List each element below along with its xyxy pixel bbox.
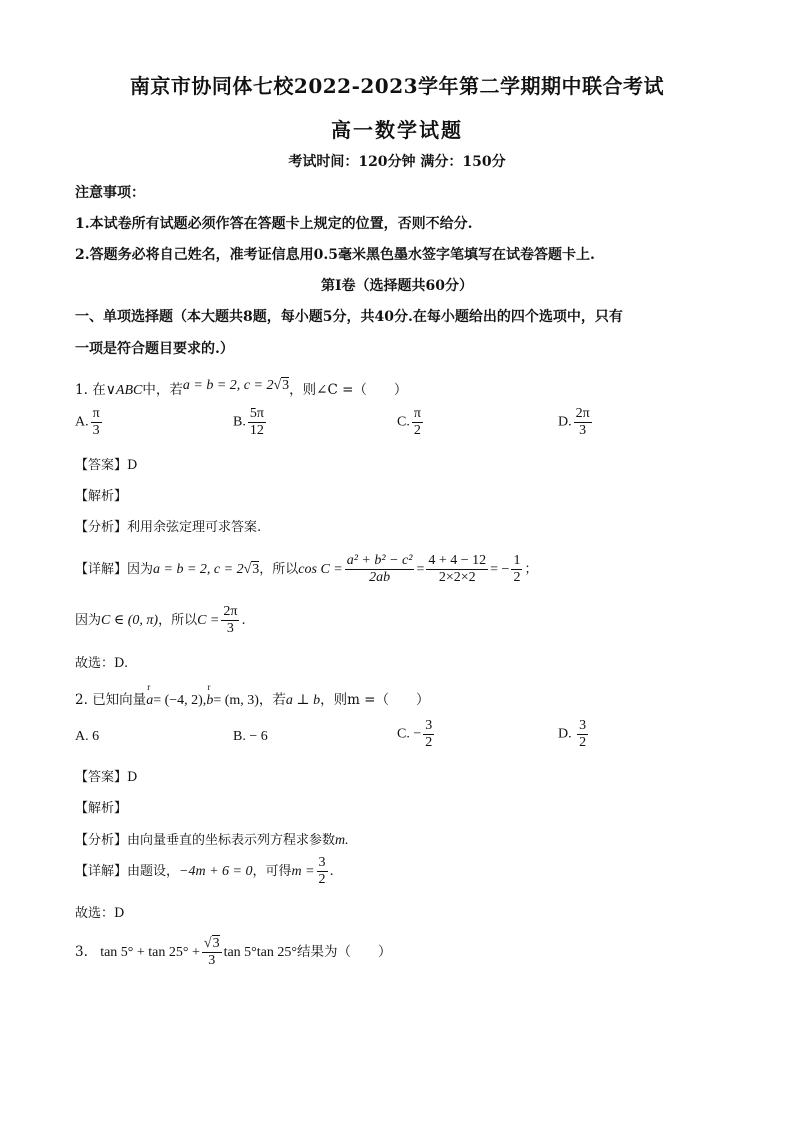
question-2-stem: 2. 已知向量r a= (−4, 2),r b= (m, 3)，若a ⊥ b，则m =（ ） <box>75 688 430 709</box>
q2-detail: 【详解】由题设，−4m + 6 = 0，可得m = $\frac{3}{2}$ . <box>75 855 334 887</box>
section-instructions-line-2: 一项是符合题目要求的.） <box>75 341 234 357</box>
notice-item-2: 2.答题务必将自己姓名，准考证信息用0.5毫米黑色墨水签字笔填写在试卷答题卡上. <box>75 247 595 263</box>
q1-detail-line-2: 因为C ∈ (0, π)，所以C = $\frac{2\pi}{3}$ . <box>75 604 246 636</box>
q2-option-c: C. − $\frac{3}{2}$ <box>397 718 433 750</box>
q1-detail-line-1: 【详解】因为a = b = 2, c = 2√3，所以cos C = $\frac{\text{a² + b² − c²}}{2ab}$ = $\frac{4 + 4 - 12}{2\times 2\times 2}$ = − $\frac{1}{2}$ ； <box>75 553 538 585</box>
notice-item-1: 1.本试卷所有试题必须作答在答题卡上规定的位置，否则不给分. <box>75 216 473 232</box>
q2-option-a: A. 6 <box>75 729 100 744</box>
question-1-stem <box>75 378 407 399</box>
q1-post: ，则∠C =（ ） <box>289 382 408 398</box>
q1-answer: 【答案】D <box>75 458 138 473</box>
q1-option-b: B. $\frac{5\pi}{12}$ <box>233 406 264 438</box>
q1-choose: 故选：D. <box>75 656 129 671</box>
q1-analysis-heading: 【解析】 <box>75 489 128 504</box>
q2-option-d: D. $\frac{3}{2}$ <box>558 718 587 750</box>
question-3-stem: 3. tan 5° + tan 25° + $\frac{√3}{3}$ tan 5°tan 25°结果为（ ） <box>75 936 392 968</box>
exam-time-info: 考试时间：120分钟 满分：150分 <box>288 154 506 170</box>
section-instructions-line-1: 一、单项选择题（本大题共8题，每小题5分，共40分.在每小题给出的四个选项中，只有 <box>75 309 623 325</box>
q1-option-d: D. $\frac{2\pi}{3}$ <box>558 406 590 438</box>
q1-pre: 在 <box>92 382 106 398</box>
notice-heading: 注意事项： <box>75 185 145 201</box>
q2-fenxi: 【分析】由向量垂直的坐标表示列方程求参数m. <box>75 833 349 848</box>
exam-title: 南京市协同体七校2022-2023学年第二学期期中联合考试 <box>129 74 665 98</box>
q2-analysis-heading: 【解析】 <box>75 801 128 816</box>
q2-option-b: B. − 6 <box>233 729 268 744</box>
q2-choose: 故选：D <box>75 906 125 921</box>
q1-triangle: ∨ABC <box>105 383 143 398</box>
volume-heading: 第Ⅰ卷（选择题共60分） <box>320 278 474 294</box>
q1-mid: 中，若 <box>142 382 183 398</box>
exam-subtitle: 高一数学试题 <box>331 118 463 142</box>
question-number: 1. <box>75 382 88 398</box>
q2-answer: 【答案】D <box>75 770 138 785</box>
q1-condition: a = b = 2, c = 2√3 <box>182 378 290 393</box>
q1-option-a: A. $\frac{\pi}{3}$ <box>75 406 100 438</box>
q1-option-c: C. $\frac{\pi}{2}$ <box>397 406 421 438</box>
q1-fenxi: 【分析】利用余弦定理可求答案. <box>75 520 262 535</box>
